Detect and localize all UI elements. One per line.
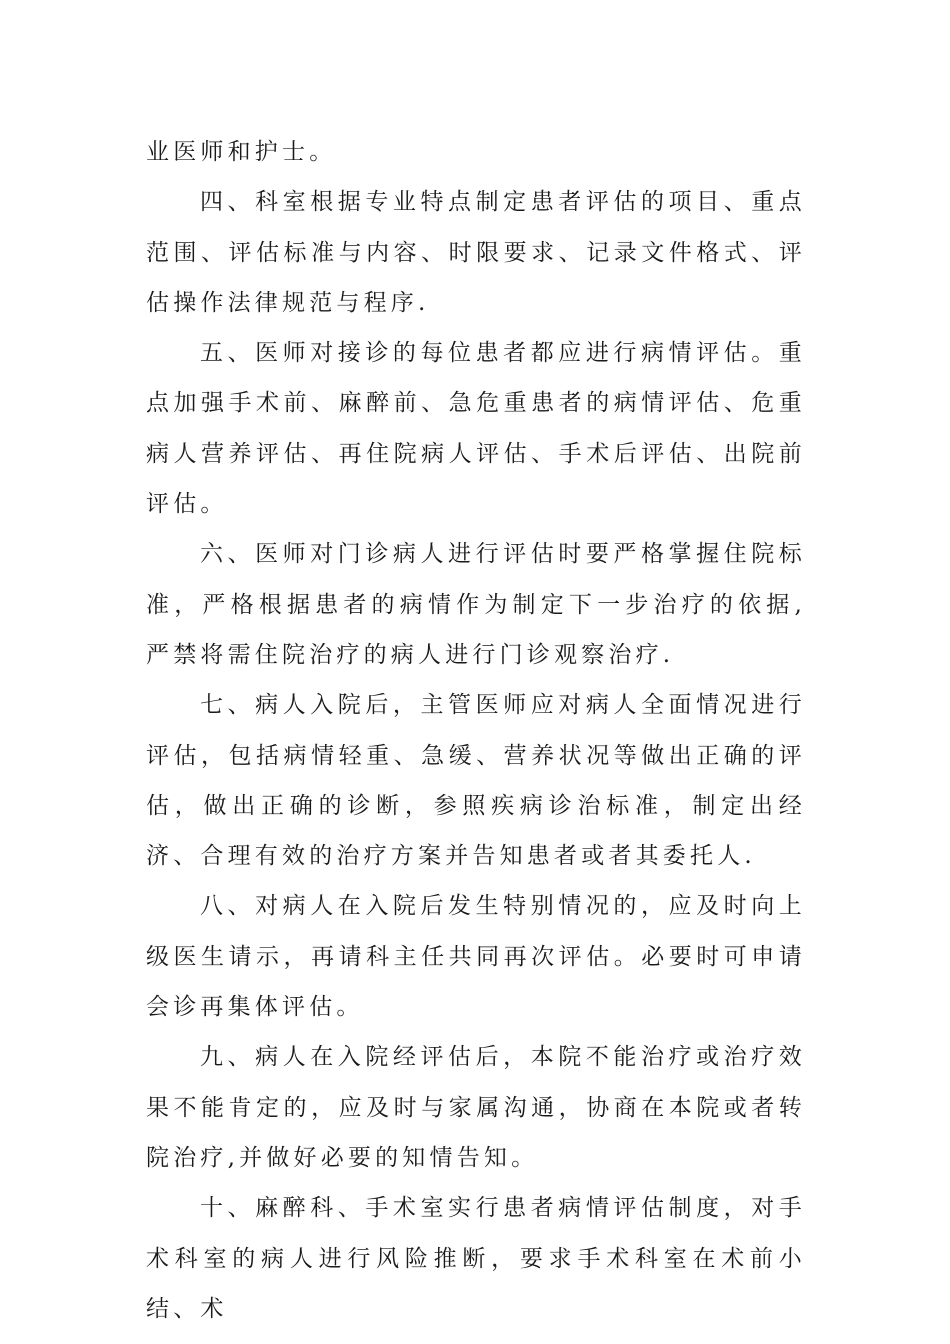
paragraph-item-10: 十、麻醉科、手术室实行患者病情评估制度，对手术科室的病人进行风险推断，要求手术科室在术前小结、术 [146, 1195, 806, 1322]
paragraph-continuation: 业医师和护士。 [146, 139, 337, 165]
paragraph-item-4: 四、科室根据专业特点制定患者评估的项目、重点范围、评估标准与内容、时限要求、记录文件格式、评估操作法律规范与程序. [146, 189, 806, 316]
paragraph-item-6: 六、医师对门诊病人进行评估时要严格掌握住院标准，严格根据患者的病情作为制定下一步治疗的依据,严禁将需住院治疗的病人进行门诊观察治疗. [146, 541, 806, 668]
paragraph-item-5: 五、医师对接诊的每位患者都应进行病情评估。重点加强手术前、麻醉前、急危重患者的病情评估、危重病人营养评估、再住院病人评估、手术后评估、出院前评估。 [146, 340, 806, 518]
paragraph-item-9: 九、病人在入院经评估后，本院不能治疗或治疗效果不能肯定的，应及时与家属沟通，协商在本院或者转院治疗,并做好必要的知情告知。 [146, 1044, 806, 1171]
paragraph-item-7: 七、病人入院后，主管医师应对病人全面情况进行评估，包括病情轻重、急缓、营养状况等做出正确的评估，做出正确的诊断，参照疾病诊治标准，制定出经济、合理有效的治疗方案并告知患者或者其委托人. [146, 692, 806, 870]
document-body [146, 127, 806, 1334]
paragraph-item-8: 八、对病人在入院后发生特别情况的，应及时向上级医生请示，再请科主任共同再次评估。必要时可申请会诊再集体评估。 [146, 893, 806, 1021]
